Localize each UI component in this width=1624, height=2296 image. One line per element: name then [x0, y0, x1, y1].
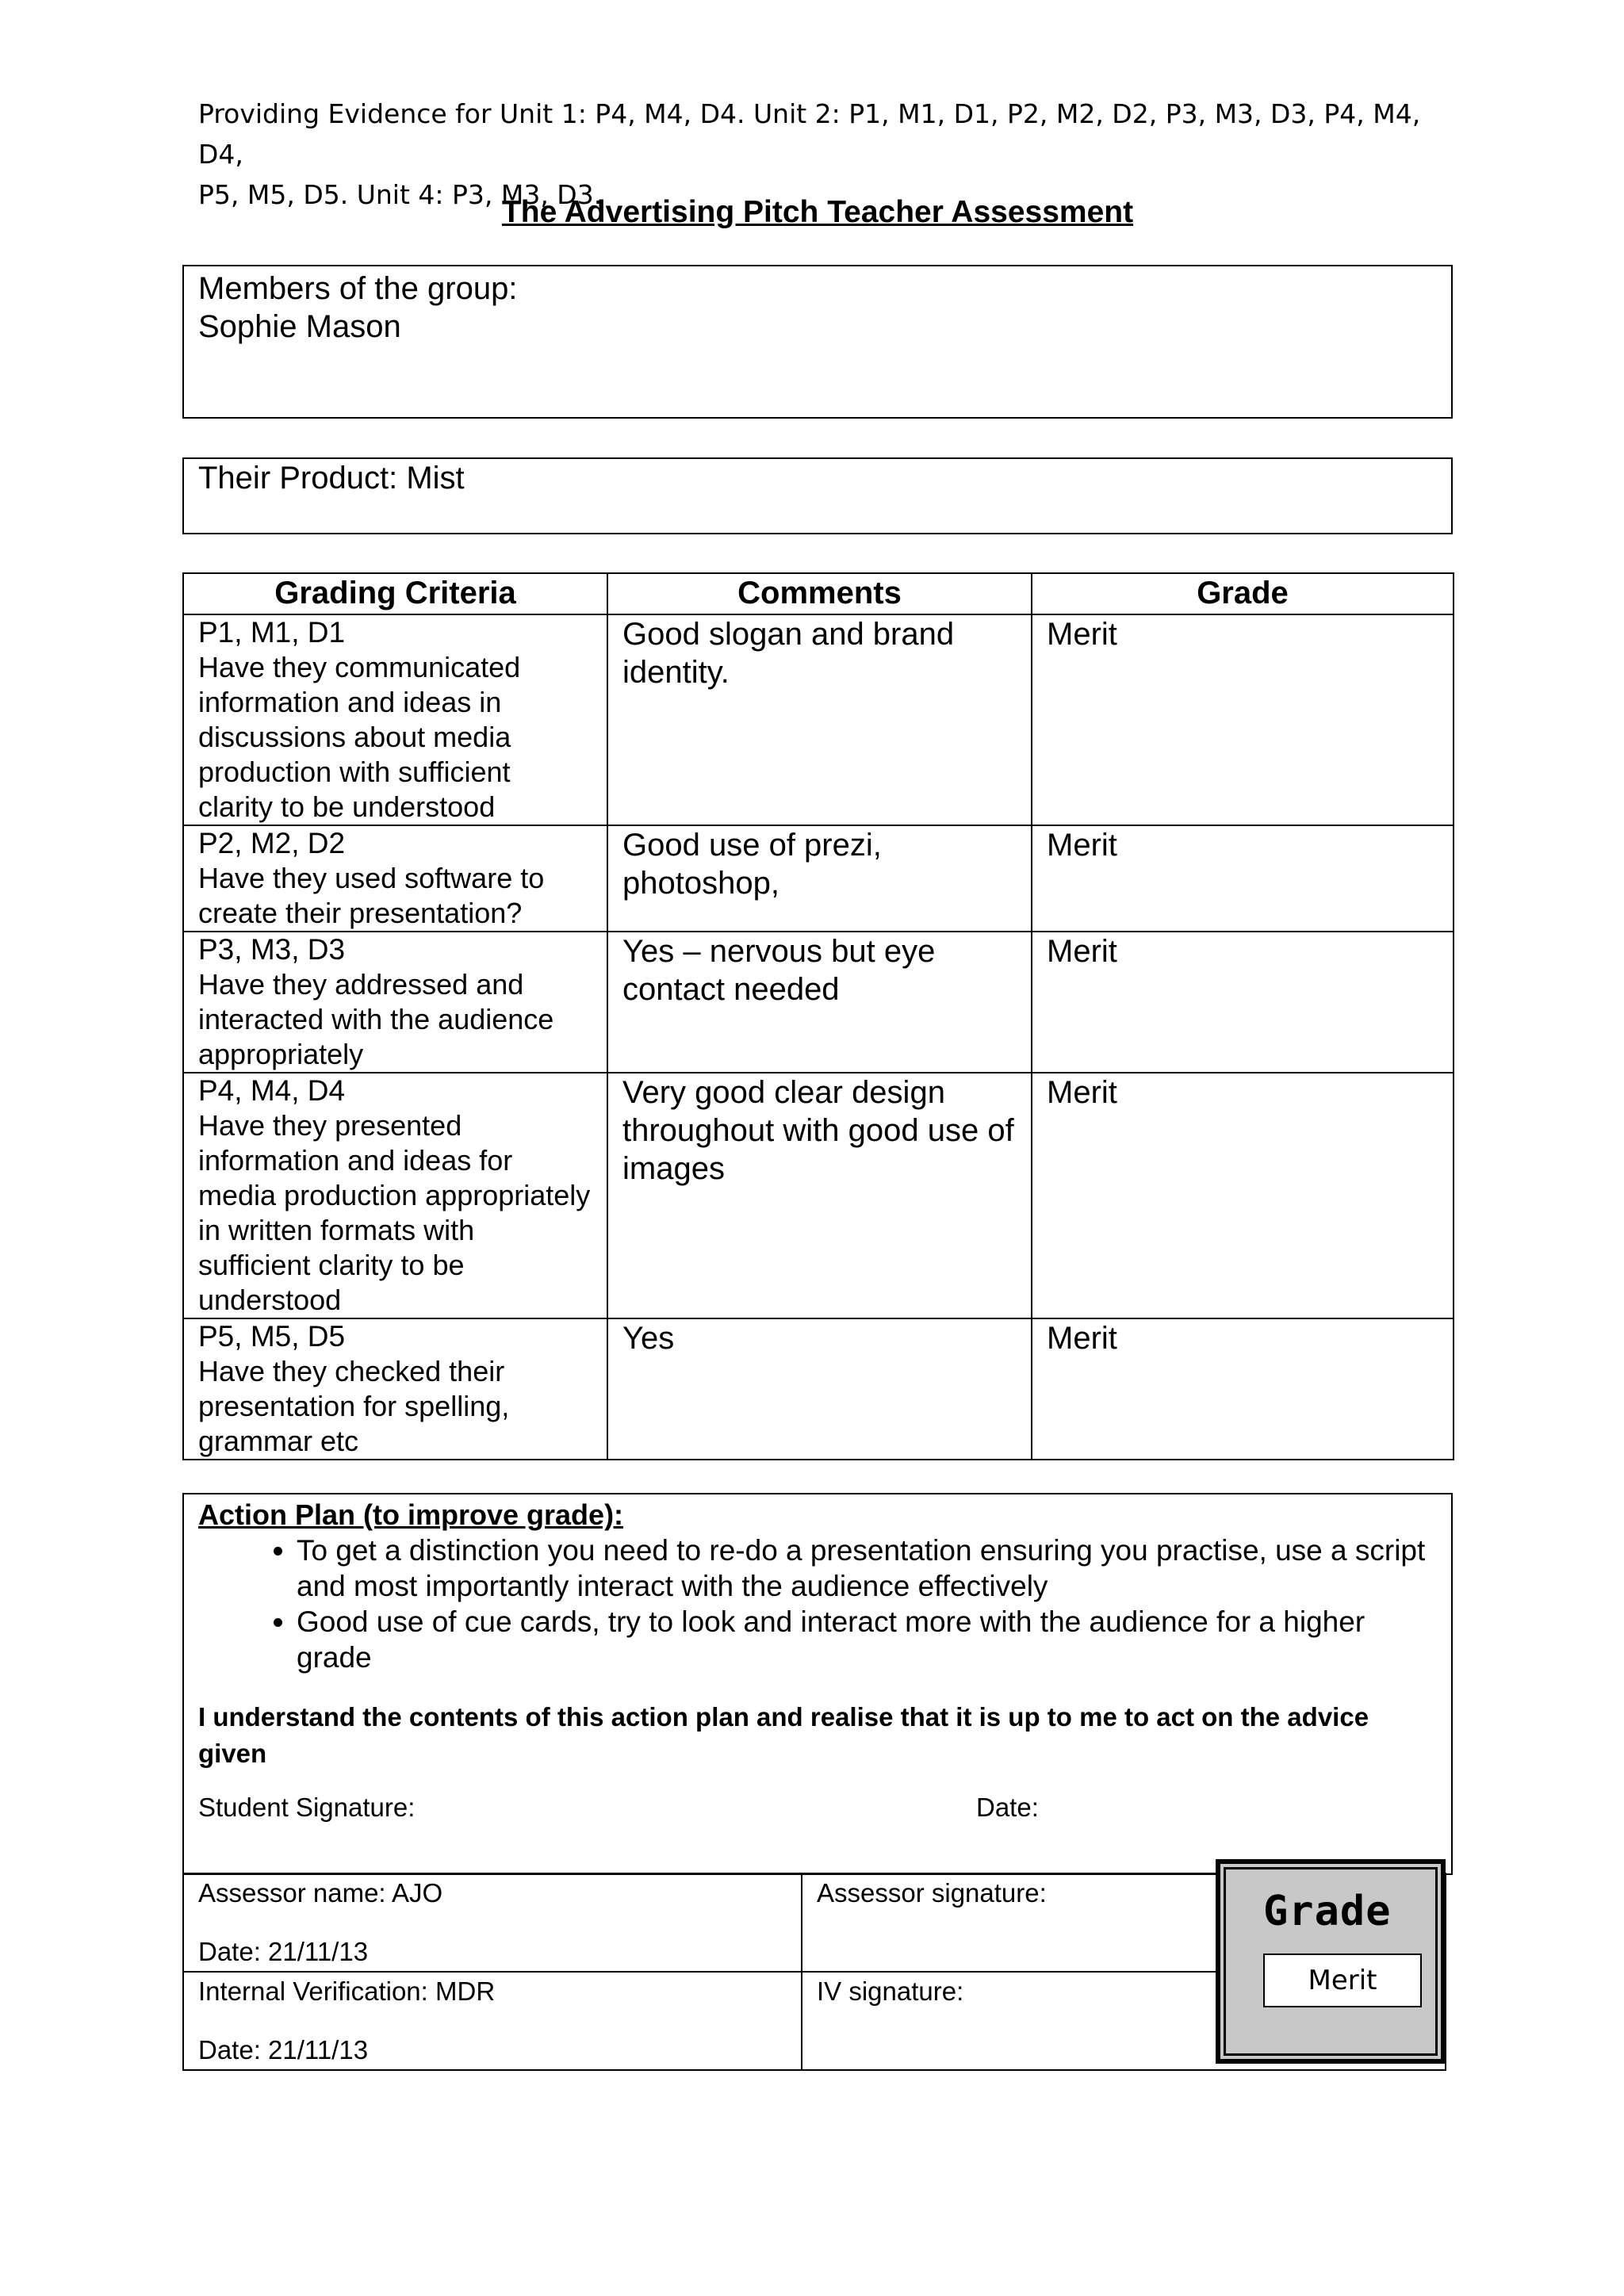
table-row — [183, 825, 1454, 932]
criteria-cell — [183, 932, 607, 1073]
members-label: Members of the group: — [198, 271, 518, 306]
table-row — [183, 614, 1454, 825]
grade-cell: Merit — [1032, 614, 1454, 825]
iv-cell — [183, 1972, 802, 2070]
iv-date: Date: 21/11/13 — [198, 2035, 369, 2064]
grading-table — [182, 572, 1454, 1460]
list-item: • To get a distinction you need to re-do a presentation ensuring you practise, use a script and most importantly interact with the audience effectively — [297, 1533, 1437, 1604]
grade-cell: Merit — [1032, 1073, 1454, 1318]
grade-stamp-value: Merit — [1263, 1954, 1422, 2007]
members-box — [182, 265, 1453, 419]
action-plan-box — [182, 1493, 1453, 1875]
product-text: Their Product: Mist — [198, 461, 465, 496]
student-signature-row — [198, 1793, 1437, 1827]
comment-cell: Good use of prezi, photoshop, — [607, 825, 1032, 932]
list-item: • Good use of cue cards, try to look and interact more with the audience for a higher grade — [297, 1604, 1437, 1675]
student-date-label: Date: — [976, 1793, 1039, 1822]
table-row — [183, 1318, 1454, 1460]
assessor-date: Date: 21/11/13 — [198, 1937, 369, 1966]
assessor-signature-label: Assessor signature: — [817, 1878, 1047, 1908]
internal-verification: Internal Verification: MDR — [198, 1976, 496, 2006]
header-grade: Grade — [1032, 573, 1454, 614]
assessor-name-cell — [183, 1873, 802, 1972]
criteria-cell — [183, 614, 607, 825]
action-plan-heading: Action Plan (to improve grade): — [198, 1498, 624, 1531]
header-grading-criteria: Grading Criteria — [183, 573, 607, 614]
criteria-cell — [183, 1073, 607, 1318]
student-signature-label: Student Signature: — [198, 1793, 416, 1822]
comment-cell: Yes — [607, 1318, 1032, 1460]
student-declaration: I understand the contents of this action plan and realise that it is up to me to act on the advice given — [198, 1702, 1369, 1768]
action-plan-list — [198, 1533, 1437, 1675]
comment-cell: Yes – nervous but eye contact needed — [607, 932, 1032, 1073]
criteria-cell — [183, 1318, 607, 1460]
evidence-line-2: P5, M5, D5. Unit 4: P3, M3, D3. — [198, 179, 603, 210]
grade-stamp-title: Grade — [1263, 1888, 1392, 1935]
criteria-code: P1, M1, D1 — [198, 616, 346, 649]
criteria-code: P2, M2, D2 — [198, 827, 346, 859]
criteria-question: Have they communicated information and ideas in discussions about media production with sufficient clarity to be understood — [198, 651, 521, 823]
criteria-code: P4, M4, D4 — [198, 1074, 346, 1107]
grade-cell: Merit — [1032, 932, 1454, 1073]
evidence-line-1: Providing Evidence for Unit 1: P4, M4, D4. Unit 2: P1, M1, D1, P2, M2, D2, P3, M3, D3, P4, M4, D4, — [198, 98, 1421, 170]
grade-cell: Merit — [1032, 1318, 1454, 1460]
criteria-code: P3, M3, D3 — [198, 933, 346, 966]
criteria-cell — [183, 825, 607, 932]
criteria-question: Have they addressed and interacted with the audience appropriately — [198, 968, 554, 1070]
criteria-question: Have they checked their presentation for spelling, grammar etc — [198, 1355, 510, 1457]
header-comments: Comments — [607, 573, 1032, 614]
grading-header-row — [183, 573, 1454, 614]
table-row — [183, 932, 1454, 1073]
criteria-code: P5, M5, D5 — [198, 1320, 346, 1353]
product-box — [182, 457, 1453, 534]
comment-cell: Good slogan and brand identity. — [607, 614, 1032, 825]
comment-cell: Very good clear design throughout with good use of images — [607, 1073, 1032, 1318]
iv-signature-label: IV signature: — [817, 1976, 964, 2006]
table-row — [183, 1073, 1454, 1318]
criteria-question: Have they used software to create their presentation? — [198, 862, 545, 929]
grade-stamp — [1216, 1859, 1446, 2064]
assessor-name: Assessor name: AJO — [198, 1878, 443, 1908]
criteria-question: Have they presented information and ideas for media production appropriately in written formats with sufficient clarity to be understood — [198, 1109, 591, 1316]
grade-cell: Merit — [1032, 825, 1454, 932]
members-names: Sophie Mason — [198, 309, 401, 344]
document-title: The Advertising Pitch Teacher Assessment — [501, 195, 1134, 229]
